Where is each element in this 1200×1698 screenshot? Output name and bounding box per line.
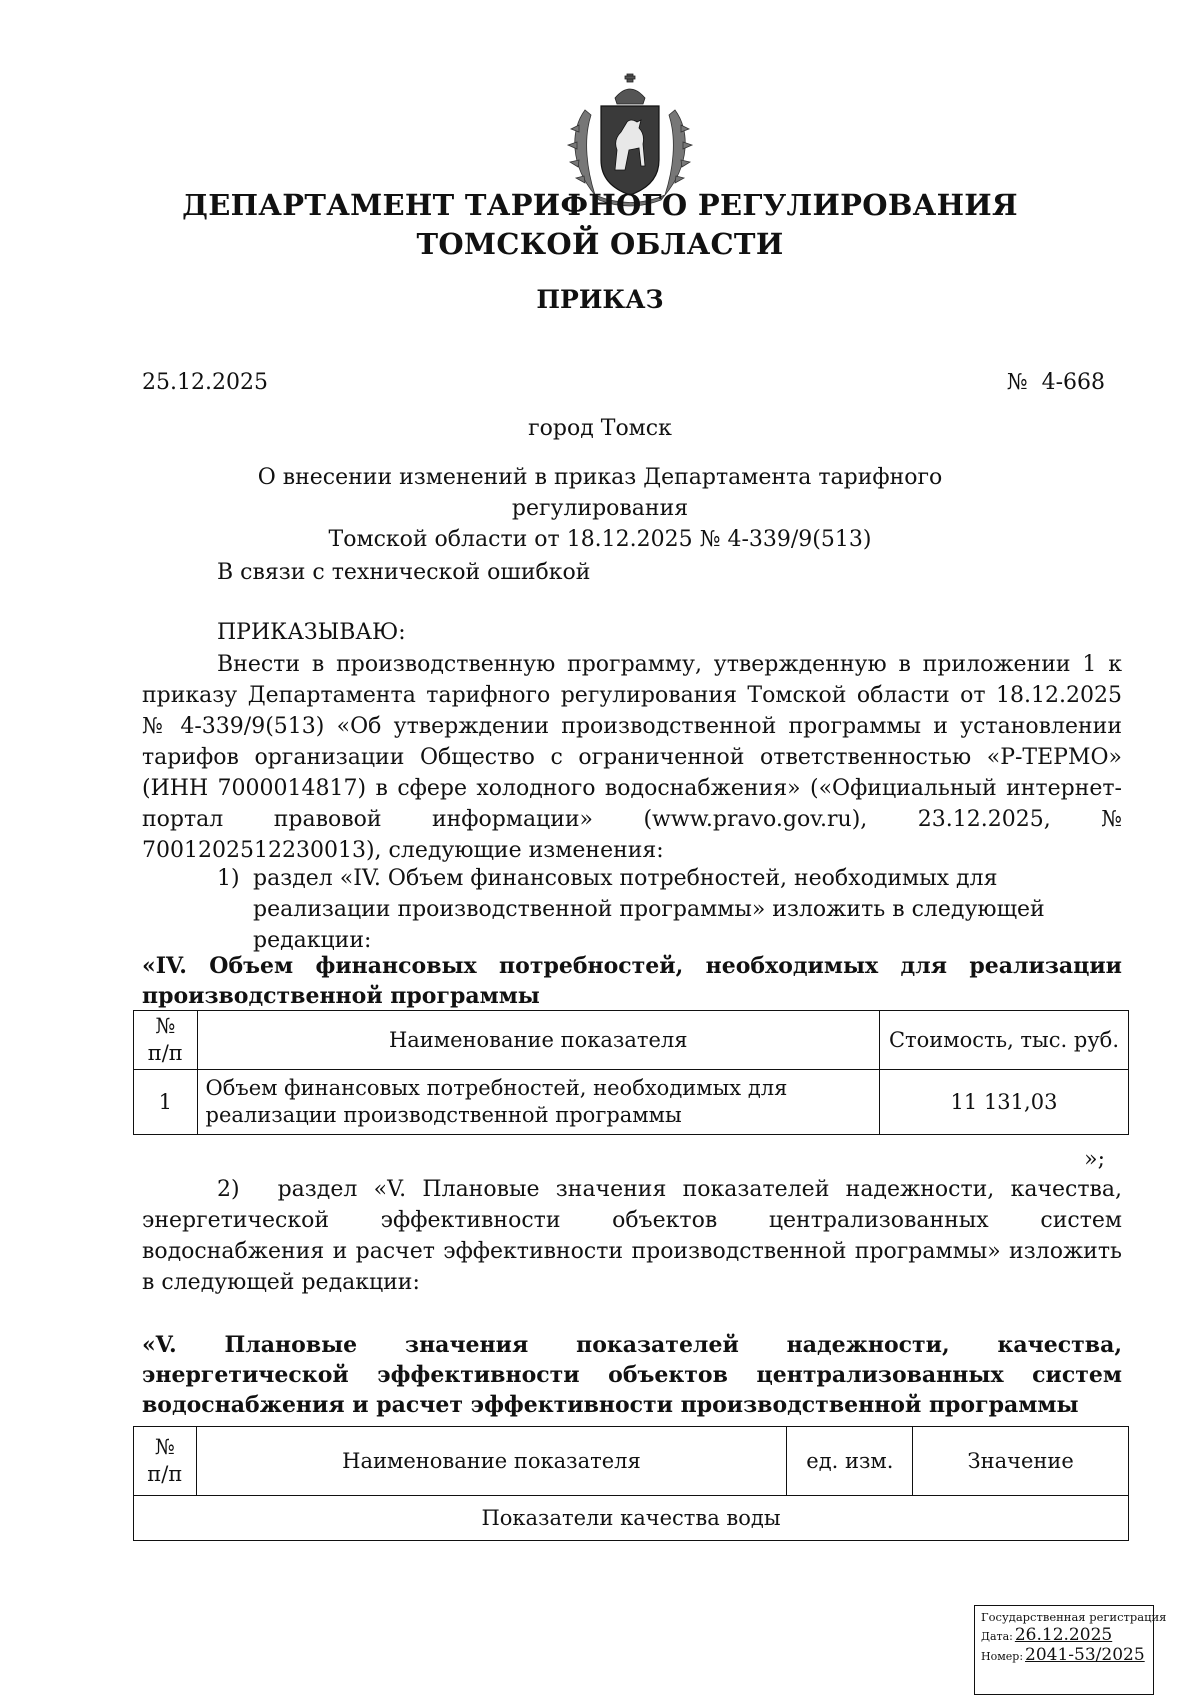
reason-text: В связи с технической ошибкой bbox=[217, 560, 591, 585]
list-item-number: 1) bbox=[217, 866, 240, 891]
section-4-title: «IV. Объем финансовых потребностей, необходимых для реализации производственной программы bbox=[142, 953, 1122, 1009]
document-date: 25.12.2025 bbox=[142, 370, 268, 395]
table-header-row bbox=[134, 1427, 1129, 1496]
stamp-number-value: 2041-53/2025 bbox=[1025, 1645, 1145, 1665]
header-cell-cost: Стоимость, тыс. руб. bbox=[879, 1011, 1128, 1070]
header-cell-indicator: Наименование показателя bbox=[197, 1011, 879, 1070]
financial-needs-table bbox=[133, 1010, 1129, 1135]
org-title-line2: ТОМСКОЙ ОБЛАСТИ bbox=[416, 227, 784, 261]
section-5-title: «V. Плановые значения показателей надежности, качества, энергетической эффективности объектов централизованных систем водоснабжения и расчет эффективности производственной программы bbox=[142, 1332, 1122, 1418]
header-cell-number: № п/п bbox=[134, 1427, 197, 1496]
indicators-table bbox=[133, 1426, 1129, 1541]
subject-line1: О внесении изменений в приказ Департамента тарифного регулирования bbox=[257, 465, 943, 521]
header-cell-number: № п/п bbox=[134, 1011, 198, 1070]
org-title-line1: ДЕПАРТАМЕНТ ТАРИФНОГО РЕГУЛИРОВАНИЯ bbox=[182, 188, 1018, 222]
list-item-text: раздел «IV. Объем финансовых потребностей, необходимых для реализации производственной программы» изложить в следующей редакции: bbox=[253, 866, 1045, 953]
list-item-text: раздел «V. Плановые значения показателей надежности, качества, энергетической эффективности объектов централизованных систем водоснабжения и расчет эффективности производственной программы» изложить в следующей редакции: bbox=[142, 1177, 1122, 1295]
stamp-date-value: 26.12.2025 bbox=[1014, 1625, 1113, 1645]
main-paragraph: Внести в производственную программу, утвержденную в приложении 1 к приказу Департамента тарифного регулирования Томской области от 18.12.2025 № 4-339/9(513) «Об утверждении производственной программы и установлении тарифов организации Общество с ограниченной ответственностью «Р-ТЕРМО» (ИНН 7000014817) в сфере холодного водоснабжения» («Официальный интернет-портал правовой информации» (www.pravo.gov.ru), 23.12.2025, № 7001202512230013), следующие изменения: bbox=[142, 652, 1122, 863]
document-type: ПРИКАЗ bbox=[536, 285, 664, 314]
order-word: ПРИКАЗЫВАЮ: bbox=[217, 620, 406, 645]
list-item-2 bbox=[142, 1174, 1122, 1298]
list-item-1 bbox=[217, 863, 1122, 956]
document-city: город Томск bbox=[528, 416, 672, 441]
stamp-number-label: Номер: bbox=[981, 1650, 1024, 1663]
table-header-row bbox=[134, 1011, 1129, 1070]
subject-line2: Томской области от 18.12.2025 № 4-339/9(513) bbox=[328, 527, 872, 552]
header-cell-unit: ед. изм. bbox=[787, 1427, 913, 1496]
document-number: № 4-668 bbox=[1006, 370, 1105, 395]
row-cell-number: 1 bbox=[134, 1070, 198, 1135]
group-cell-water-quality: Показатели качества воды bbox=[134, 1496, 1129, 1541]
row-cell-indicator: Объем финансовых потребностей, необходимых для реализации производственной программы bbox=[197, 1070, 879, 1135]
stamp-number-row bbox=[981, 1645, 1147, 1665]
table-row bbox=[134, 1070, 1129, 1135]
header-cell-indicator: Наименование показателя bbox=[196, 1427, 787, 1496]
stamp-title: Государственная регистрация bbox=[981, 1610, 1167, 1624]
header-cell-value: Значение bbox=[913, 1427, 1129, 1496]
stamp-date-label: Дата: bbox=[981, 1630, 1013, 1643]
document-subject bbox=[200, 462, 1000, 555]
table-group-row bbox=[134, 1496, 1129, 1541]
row-cell-cost: 11 131,03 bbox=[879, 1070, 1128, 1135]
stamp-date-row bbox=[981, 1625, 1147, 1645]
list-item-number: 2) bbox=[217, 1177, 240, 1202]
registration-stamp bbox=[974, 1605, 1167, 1695]
closing-quote: »; bbox=[1084, 1147, 1105, 1172]
